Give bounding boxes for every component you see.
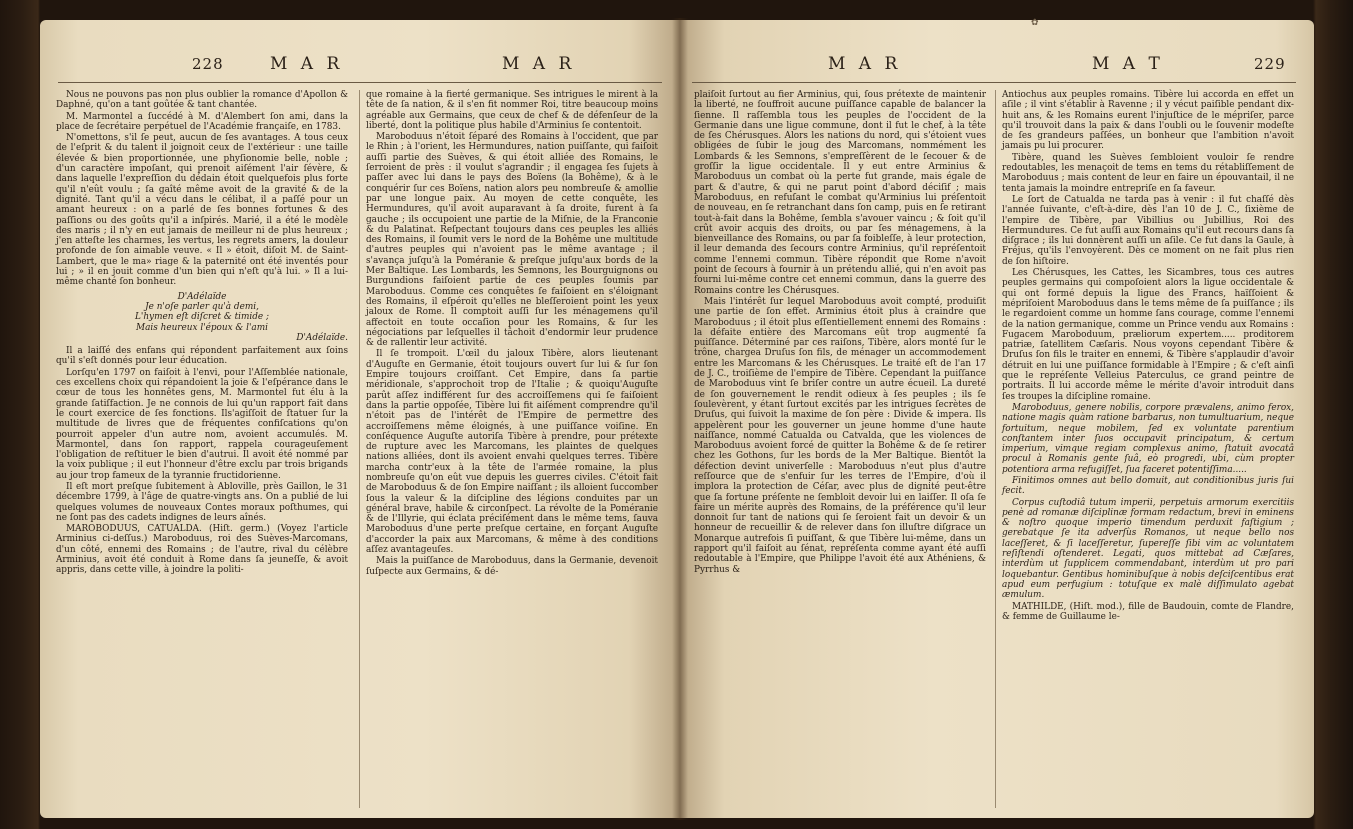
paragraph: M. Marmontel a ſuccédé à M. d'Alembert ſon ami, dans la place de ſecrétaire perpétuel de l'Académie françaiſe, en 1783. (56, 111, 348, 132)
paragraph: Lorſqu'en 1797 on faiſoit à l'envi, pour l'Aſſemblée nationale, ces excellens choix qui répandoient la joie & l'eſpérance dans le cœur de tous les honnêtes gens, M. Marmontel fut élu à la grande ſatiſfaction. Je ne connois de lui qu'un rapport fait dans le court exercice de ſes fonctions. Ils'agiſſoit de ſtatuer ſur la multitude de livres que de fréquentes confiſcations qu'on pourroit appeler d'un autre nom, avoient accumulés. M. Marmontel, dans ſon rapport, rappela courageuſement l'obligation de reſtituer le bien d'autrui. Il avoit été nommé par la voix publique ; il eut l'honneur d'être exclu par trois brigands au jour trop fameux de la tyrannie fructidorienne. (56, 367, 348, 481)
right-page-number: 229 (1254, 55, 1286, 73)
right-column-1 (694, 90, 986, 576)
paragraph: Les Chérusques, les Cattes, les Sicambres, tous ces autres peuples germains qui compoſoient alors la ligue occidentale & qui ont formé depuis la ligue des Francs, haïſſoient & mépriſoient Maroboduus dans le tems même de ſa puiſſance ; ils le regardoient comme un homme ſans courage, comme l'ennemi de la nation germanique, comme un Prince vendu aux Romains : Fugacem Maroboduum, præliorum expertem..... proditorem patriæ, ſatellitem Cæſaris. Nous voyons cependant Tibère & Druſus ſon fils le traiter en ennemi, & Tibère s'applaudir d'avoir détruit en lui une puiſſance formidable à l'Empire ; & c'eſt ainſi que le repréſente Velleius Paterculus, ce grand peintre de portraits. Il lui accorde même le mérite d'avoir introduit dans ſes troupes la diſcipline romaine. (1002, 268, 1294, 402)
column-divider (359, 90, 360, 808)
paragraph: N'omettons, s'il ſe peut, aucun de ſes avantages. A tous ceux de l'eſprit & du talent il joignoit ceux de l'extérieur : une taille élevée & bien proportionnée, une phyſionomie belle, noble ; d'un caractère impoſant, qui prenoit aiſément l'air ſévère, & dans laquelle l'expreſſion du dédain étoit quelquefois plus forte qu'il n'eût voulu ; ſa gaîté même avoit de la gravité & de la dignité. Tant qu'il a vécu dans le célibat, il a paſſé pour un amant heureux : on a parlé de ſes bonnes fortunes & des paſſions ou des goûts qu'il a inſpirés. Marié, il a été le modèle des maris ; il n'y en eut jamais de meilleur ni de plus heureux ; j'en atteſte les charmes, les vertus, les regrets amers, la douleur profonde de ſon aimable veuve. « Il » étoit, diſoit M. de Saint-Lambert, que le ma» riage & la paternité ont été inventés pour lui ; » il en jouit comme d'un bien qui n'eſt qu'à lui. » Il a lui-même chanté ſon bonheur. (56, 133, 348, 288)
column-divider (995, 90, 996, 808)
latin-quote: Corpus cuſtodiâ tutum imperii, perpetuis armorum exercitiis penè ad romanæ diſciplinæ formam redactum, brevi in eminens & noſtro quoque imperio timendum perduxit faſtigium ; gerebatque ſe ita adverſùs Romanos, ut neque bello nos laceſſeret, & ſi laceſſeretur, ſupereſſe ſibi vim ac voluntatem reſiſtendi oſtenderet. Legati, quos mittebat ad Cæſares, interdùm ut ſupplicem commendabant, interdùm ut pro pari loquebantur. Gentibus hominibuſque à nobis deſciſcentibus erat apud eum perfugium : totuſque ex malè diſſimulato agebat æmulum. (1002, 497, 1294, 601)
book-gutter (672, 18, 688, 820)
paragraph: Tibère, quand les Suèves ſembloient vouloir ſe rendre redoutables, les menaçoit de tems en tems du rétabliſſement de Maroboduus ; mais content de leur en faire un épouvantail, il ne tenta jamais la moindre entrepriſe en ſa faveur. (1002, 152, 1294, 194)
right-header-right: M A T (1092, 54, 1164, 74)
right-header-left: M A R (828, 54, 902, 74)
paragraph: Le ſort de Catualda ne tarda pas à venir : il fut chaſſé dès l'année ſuivante, c'eſt-à-dire, dès l'an 10 de J. C., ſixième de l'empire de Tibère, par Vibillius ou Jubillius, Roi des Hermundures. Ce fut auſſi aux Romains qu'il eut recours dans ſa diſgrace ; ils lui donnèrent auſſi un aſile. Ce fut dans la Gaule, à Fréjus, qu'ils l'envoyèrent. Dès ce moment on ne fait plus rien de ſon hiſtoire. (1002, 194, 1294, 267)
header-rule (692, 82, 1296, 83)
left-page-number: 228 (192, 55, 224, 73)
poem-line: Je n'oſe parler qu'à demi, (145, 301, 259, 312)
paragraph: Nous ne pouvons pas non plus oublier la romance d'Apollon & Daphné, qu'on a tant goûtée & tant chantée. (56, 90, 348, 111)
ink-mark-icon: ✿ (1031, 18, 1039, 28)
paragraph: Maroboduus n'étoit ſéparé des Romains à l'occident, que par le Rhin ; à l'orient, les Hermundures, nation puiſſante, qui faiſoit auſſi partie des Suèves, & qui étoit alliée des Romains, le ſerroient de près : il voulut s'agrandir ; il engagea ſes ſujets à paſſer avec lui dans le pays des Boïens (la Bohême), & à le conquérir ſur ces Boïens, nation alors peu nombreuſe & amollie par une longue paix. Au moyen de cette conquête, les Hermundures, qu'il avoit auparavant à ſa droite, furent à ſa gauche ; ils occupoient une partie de la Miſnie, de la Franconie & du Palatinat. Reſpectant toujours dans ces peuples les alliés des Romains, il ſoumit vers le nord de la Bohême une multitude d'autres peuples qui n'avoient pas le même avantage ; il s'avança juſqu'à la Poméranie & preſque juſqu'aux bords de la Mer Baltique. Les Lombards, les Semnons, les Bourguignons ou Burgundions faiſoient partie de ces peuples ſoumis par Maroboduus. Comme ces conquêtes ſe faiſoient en s'éloignant des Romains, il eſpéroit qu'elles ne bleſſeroient point les yeux jaloux de Rome. Il comptoit auſſi ſur les ménagemens qu'il affectoit en toute occaſion pour les Romains, & ſur les négociations par leſquelles il tâchoit d'endormir leur prudence & de rallentir leur activité. (366, 132, 658, 349)
poem-line: Mais heureux l'époux & l'ami (136, 322, 268, 333)
paragraph: Mais l'intérêt ſur lequel Maroboduus avoit compté, produiſit une partie de ſon effet. Arminius étoit plus à craindre que Maroboduus ; il étoit plus eſſentiellement ennemi des Romains : la défaite entière des Marcomans eût trop augmenté ſa puiſſance. Déterminé par ces raiſons, Tibère, alors monté ſur le trône, chargea Druſus ſon fils, de ménager un accommodement entre les Marcomans & les Chérusques. Le traité eſt de l'an 17 de J. C., troiſième de l'empire de Tibère. Cependant la puiſſance de Maroboduus vint ſe briſer contre un autre écueil. La dureté de ſon gouvernement le rendit odieux à ſes peuples ; ils ſe ſoulevèrent, y étant ſurtout excités par les intrigues ſecrètes de Druſus, qui ſuivoit la maxime de ſon père : Divide & impera. Ils appelèrent pour les gouverner un jeune homme d'une haute naiſſance, nommé Catualda ou Catvalda, que les violences de Maroboduus avoient forcé de quitter la Bohême & de ſe retirer chez les Gothons, ſur les bords de la Mer Baltique. Bientôt la défection devint univerſelle : Maroboduus n'eut plus d'autre reſſource que de s'enfuir ſur les terres de l'Empire, d'où il implora la protection de Céſar, avec plus de dignité peut-être que ſa fortune préſente ne ſembloit devoir lui en laiſſer. Il oſa ſe faire un mérite auprès des Romains, de la préférence qu'il leur donnoit ſur tant de nations qui ſe ſeroient fait un devoir & un honneur de recueillir & de relever dans ſon illuſtre diſgrace un Monarque autrefois ſi puiſſant, & que Tibère lui-même, dans un rapport qu'il faiſoit au ſénat, repréſenta comme ayant été auſſi redoutable à l'Empire, que Philippe l'avoit été aux Athéniens, & Pyrrhus & (694, 296, 986, 575)
header-rule (58, 82, 662, 83)
paragraph: que romaine à la fierté germanique. Ses intrigues le mirent à la tête de ſa nation, & il s'en fit nommer Roi, titre beaucoup moins agréable aux Germains, que ceux de chef & de défenſeur de la liberté, dont la politique plus habile d'Arminius ſe contentoit. (366, 90, 658, 131)
entry-heading: MATHILDE, (Hiſt. mod.), fille de Baudouin, comte de Flandre, & femme de Guillaume le- (1002, 601, 1294, 622)
poem-attribution: D'Adélaïde. (296, 332, 348, 343)
left-column-2 (366, 90, 658, 578)
right-page (680, 20, 1314, 818)
paragraph: Mais la puiſſance de Maroboduus, dans la Germanie, devenoit ſuſpecte aux Germains, & dé- (366, 556, 658, 577)
paragraph: Il a laiſſé des enfans qui répondent parfaitement aux ſoins qu'il s'eſt donnés pour leur éducation. (56, 346, 348, 367)
entry-heading: MAROBODUUS, CATUALDA. (Hiſt. germ.) (Voyez l'article Arminius ci-deſſus.) Maroboduus, roi des Suèves-Marcomans, d'un côté, ennemi des Romains ; de l'autre, rival du célèbre Arminius, avoit été conduit à Rome dans ſa jeuneſſe, & avoit appris, dans cette ville, à joindre la politi- (56, 524, 348, 576)
paragraph: Antiochus aux peuples romains. Tibère lui accorda en effet un aſile ; il vint s'établir à Ravenne ; il y vécut paiſible pendant dix-huit ans, & les Romains eurent l'injuſtice de le mépriſer, parce qu'il trouvoit dans la paix & dans l'oubli ou le ſouvenir modeſte de ſes grandeurs paſſées, un bonheur que l'ambition n'avoit jamais pu lui procurer. (1002, 90, 1294, 152)
paragraph: plaiſoit ſurtout au fier Arminius, qui, ſous prétexte de maintenir la liberté, ne ſouffroit aucune puiſſance capable de balancer la ſienne. Il raſſembla tous les peuples de l'occident de la Germanie dans une ligue commune, dont il fut le chef, à la tête de ſes Chérusques. Alors les nations du nord, qui s'étoient vues obligées de ſubir le joug des Marcomans, nommément les Lombards & les Semnons, s'empreſſèrent de le ſecouer & de groſſir la ligue occidentale. Il y eut entre Arminius & Maroboduus un combat où la perte fut grande, mais égale de part & d'autre, & qui ne parut point d'abord déciſif ; mais Maroboduus, en refuſant le combat qu'Arminius lui préſentoit de nouveau, en ſe retranchant dans ſon camp, puis en ſe retirant tout-à-fait dans la Bohême, ſembla s'avouer vaincu ; & ſoit qu'il crût avoir acquis des droits, ou par ſes ménagemens, à la bienveillance des Romains, ou par ſa foibleſſe, à leur protection, il leur demanda des ſecours contre Arminius, qu'il repréſentoit comme l'ennemi commun. Tibère répondit que Rome n'avoit point de ſecours à fournir à un prétendu allié, qui n'en avoit pas fourni lui-même contre cet ennemi commun, dans la guerre des Romains contre les Chérusques. (694, 90, 986, 296)
right-column-2 (1002, 90, 1294, 623)
left-page (40, 20, 680, 818)
poem-line: L'hymen eſt diſcret & timide ; (135, 312, 269, 323)
latin-quote: Maroboduus, genere nobilis, corpore prævalens, animo ferox, natione magis quàm ratione barbarus, non tumultuarium, neque fortuitum, neque mobilem, ſed ex voluntate parentium conſtantem inter ſuos occupavit principatum, & certum imperium, vimque regiam complexus animo, ſtatuit avocatâ procul à Romanis gente ſuâ, eò progredi, ubi, cùm propter potentiora arma refugiſſet, ſua faceret potentiſſima..... (1002, 402, 1294, 475)
latin-quote: Finitimos omnes aut bello domuit, aut conditionibus juris ſui fecit. (1002, 475, 1294, 497)
left-header-left: M A R (270, 54, 344, 74)
left-header-right: M A R (502, 54, 576, 74)
paragraph: Il eſt mort preſque ſubitement à Abloville, près Gaillon, le 31 décembre 1799, à l'âge de quatre-vingts ans. On a publié de lui quelques volumes de nouveaux Contes moraux poſthumes, qui ne ſont pas des cadets indignes de leurs aînés. (56, 481, 348, 523)
poem-title: D'Adélaïde (177, 291, 227, 302)
paragraph: Il ſe trompoit. L'œil du jaloux Tibère, alors lieutenant d'Auguſte en Germanie, étoit toujours ouvert ſur lui & ſur ſon Empire toujours croiſſant. Cet Empire, dans ſa partie méridionale, s'approchoit trop de l'Italie ; & quoiqu'Auguſte parût aſſez indifférent ſur des accroiſſemens qui ſe faiſoient dans la partie oppoſée, Tibère lui fit aiſément comprendre qu'il n'étoit pas de l'intérêt de l'Empire de permettre des accroiſſemens même éloignés, à une puiſſance voiſine. En conſéquence Auguſte autoriſa Tibère à prendre, pour prétexte de rupture avec les Marcomans, les plaintes de quelques nations alliées, dont ils avoient envahi quelques terres. Tibère marcha contr'eux à la tête de l'armée romaine, la plus nombreuſe qu'on eût vue depuis les guerres civiles. C'étoit fait de Maroboduus & de ſon Empire naiſſant ; ils alloient ſuccomber ſous la valeur & la diſcipline des légions conduites par un général brave, habile & circonſpect. La révolte de la Poméranie & de l'Illyrie, qui éclata préciſément dans le même tems, ſauva Maroboduus d'une perte preſque certaine, en forçant Auguſte d'accorder la paix aux Marcomans, & même à des conditions aſſez avantageuſes. (366, 349, 658, 556)
left-column-1 (56, 90, 348, 577)
